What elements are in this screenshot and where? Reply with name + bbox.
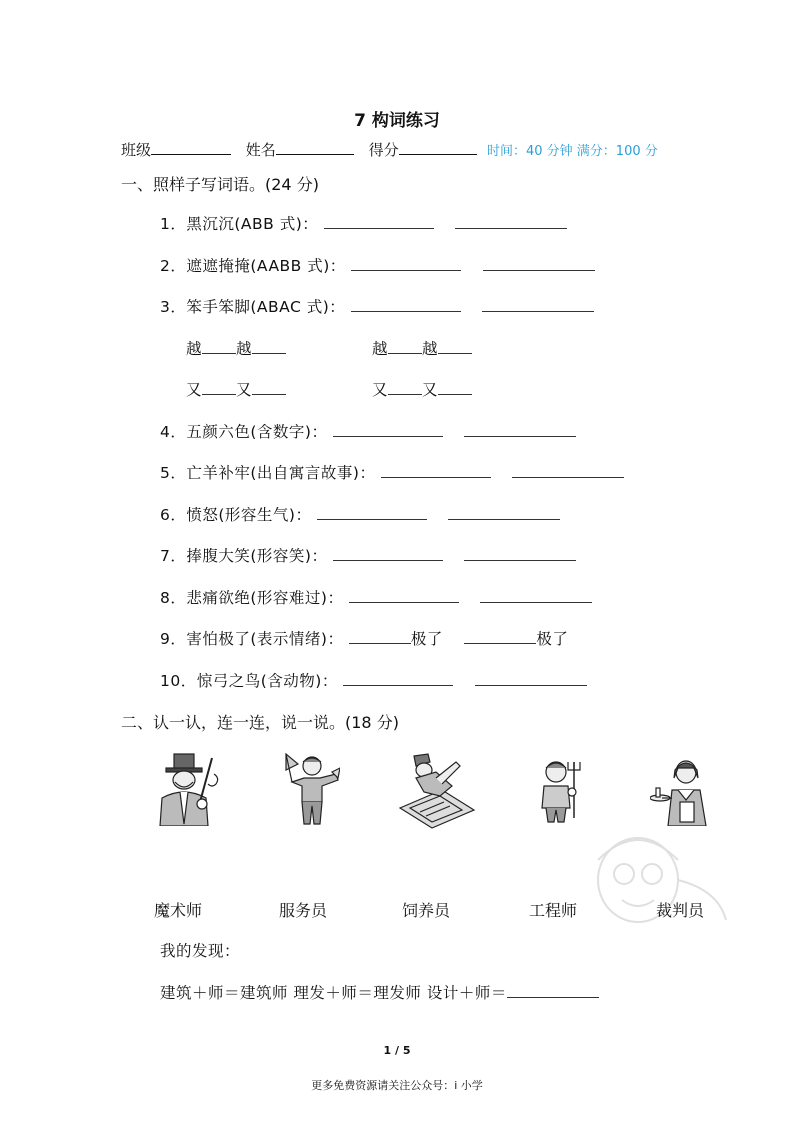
answer-blank[interactable] <box>381 463 491 478</box>
class-field[interactable] <box>151 139 231 155</box>
list-item <box>160 669 587 691</box>
discovery-formula <box>160 981 599 1003</box>
answer-blank[interactable] <box>475 671 587 686</box>
item-prompt: 4．五颜六色(含数字)： <box>160 423 328 441</box>
class-label: 班级 <box>121 141 152 159</box>
job-label[interactable]: 魔术师 <box>154 901 203 920</box>
jile-text: 极了 <box>410 630 443 648</box>
score-field[interactable] <box>399 139 477 155</box>
job-label[interactable]: 工程师 <box>529 901 578 920</box>
answer-blank[interactable] <box>448 505 560 520</box>
student-info-line <box>121 139 487 160</box>
list-item <box>160 295 594 317</box>
answer-blank[interactable] <box>317 505 427 520</box>
formula-text: 建筑＋师＝建筑师 理发＋师＝理发师 设计＋师＝ <box>160 984 507 1002</box>
answer-blank[interactable] <box>455 214 567 229</box>
yue-row-left <box>186 337 286 359</box>
yue-char: 越 <box>186 340 203 358</box>
item-prompt: 6．愤怒(形容生气)： <box>160 506 312 524</box>
answer-blank[interactable] <box>349 588 459 603</box>
yue-row-right <box>372 337 472 359</box>
answer-blank[interactable] <box>351 256 461 271</box>
list-item <box>160 586 592 608</box>
answer-blank[interactable] <box>483 256 595 271</box>
answer-blank[interactable] <box>333 546 443 561</box>
answer-blank[interactable] <box>480 588 592 603</box>
jile-text: 极了 <box>536 630 569 648</box>
yue-char: 越 <box>236 340 253 358</box>
answer-blank[interactable] <box>464 629 536 644</box>
engineer-figure <box>396 752 476 830</box>
job-label[interactable]: 饲养员 <box>402 901 451 920</box>
list-item <box>160 503 560 525</box>
list-item <box>160 461 624 483</box>
item-prompt: 1．黑沉沉(ABB 式)： <box>160 215 319 233</box>
you-char: 又 <box>186 381 203 399</box>
breeder-figure <box>538 758 588 826</box>
answer-blank[interactable] <box>202 339 236 354</box>
list-item <box>160 212 567 234</box>
mascot-watermark <box>578 820 728 930</box>
list-item <box>160 544 576 566</box>
answer-blank[interactable] <box>252 339 286 354</box>
list-item <box>160 420 576 442</box>
you-char: 又 <box>422 381 439 399</box>
item-prompt: 7．捧腹大笑(形容笑)： <box>160 547 328 565</box>
answer-blank[interactable] <box>482 297 594 312</box>
list-item <box>160 254 595 276</box>
you-row-left <box>186 378 286 400</box>
time-score-info: 时间：40 分钟 满分：100 分 <box>487 144 658 159</box>
magician-figure <box>150 752 226 826</box>
answer-blank[interactable] <box>388 380 422 395</box>
job-label[interactable]: 服务员 <box>279 901 328 920</box>
job-label[interactable]: 裁判员 <box>656 901 705 920</box>
name-field[interactable] <box>276 139 354 155</box>
answer-blank[interactable] <box>351 297 461 312</box>
answer-blank[interactable] <box>252 380 286 395</box>
item-prompt: 8．悲痛欲绝(形容难过)： <box>160 589 344 607</box>
name-label: 姓名 <box>245 141 276 159</box>
answer-blank[interactable] <box>507 983 599 998</box>
yue-char: 越 <box>372 340 389 358</box>
footer-note: 更多免费资源请关注公众号：i 小学 <box>311 1079 483 1092</box>
item-prompt: 5．亡羊补牢(出自寓言故事)： <box>160 464 376 482</box>
page-number: 1 / 5 <box>383 1044 411 1057</box>
answer-blank[interactable] <box>333 422 443 437</box>
list-item <box>160 627 568 649</box>
page-title: 7 构词练习 <box>354 111 440 131</box>
answer-blank[interactable] <box>512 463 624 478</box>
you-char: 又 <box>236 381 253 399</box>
section1-heading: 一、照样子写词语。(24 分) <box>121 175 319 194</box>
answer-blank[interactable] <box>324 214 434 229</box>
you-row-right <box>372 378 472 400</box>
section2-heading: 二、认一认，连一连，说一说。(18 分) <box>121 713 399 732</box>
answer-blank[interactable] <box>388 339 422 354</box>
score-label: 得分 <box>368 141 399 159</box>
waiter-figure <box>650 756 712 826</box>
answer-blank[interactable] <box>438 339 472 354</box>
referee-figure <box>284 752 340 826</box>
answer-blank[interactable] <box>202 380 236 395</box>
answer-blank[interactable] <box>464 422 576 437</box>
item-prompt: 3．笨手笨脚(ABAC 式)： <box>160 298 346 316</box>
item-prompt: 10．惊弓之鸟(含动物)： <box>160 672 338 690</box>
yue-char: 越 <box>422 340 439 358</box>
you-char: 又 <box>372 381 389 399</box>
answer-blank[interactable] <box>343 671 453 686</box>
answer-blank[interactable] <box>438 380 472 395</box>
answer-blank[interactable] <box>464 546 576 561</box>
answer-blank[interactable] <box>349 629 411 644</box>
item-prompt: 2．遮遮掩掩(AABB 式)： <box>160 257 346 275</box>
item-prompt: 9．害怕极了(表示情绪)： <box>160 630 344 648</box>
discovery-label: 我的发现： <box>160 942 241 960</box>
